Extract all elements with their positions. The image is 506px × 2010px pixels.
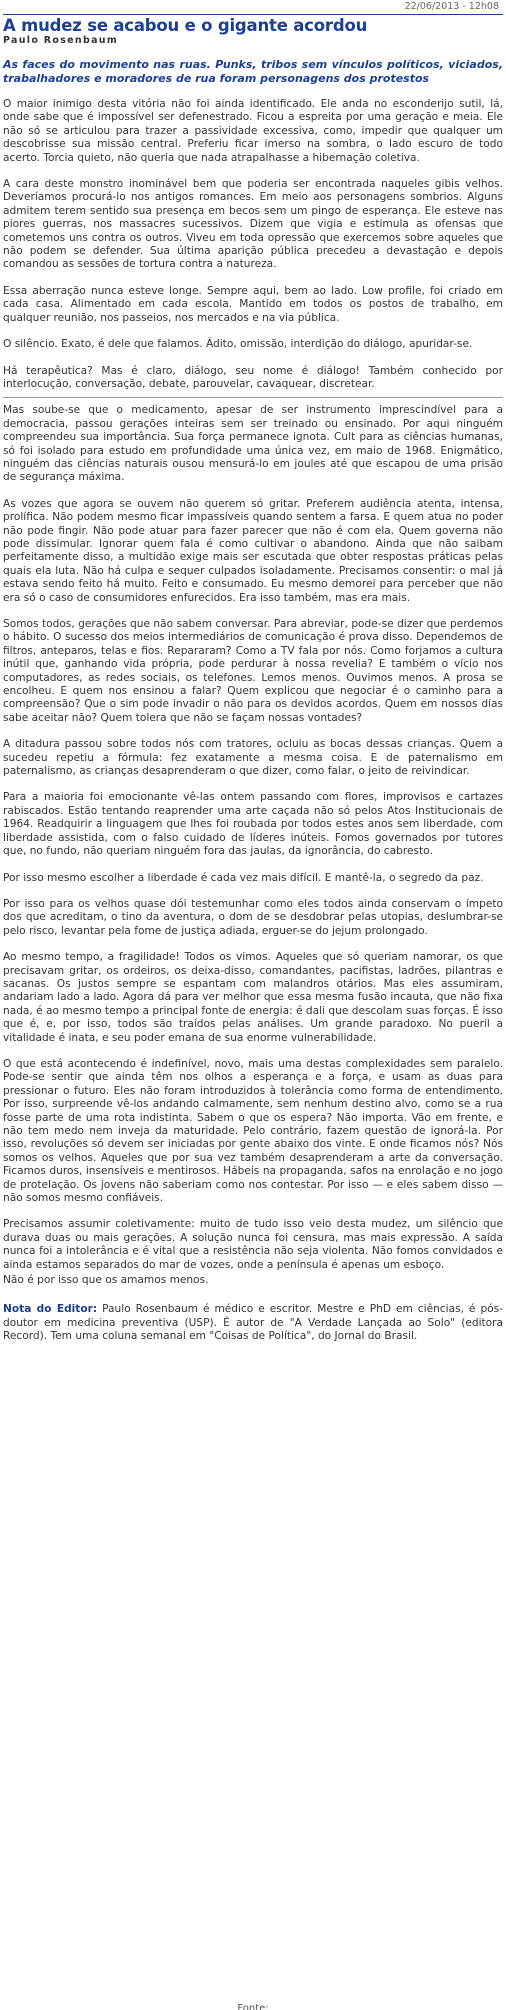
article-paragraph: Há terapêutica? Mas é claro, diálogo, seu nome é diálogo! Também conhecido por interlocução, conversação, debate, parouvelar, cavaquear, discretear. <box>3 364 503 390</box>
editor-note <box>3 1303 503 1343</box>
article-lead: As faces do movimento nas ruas. Punks, tribos sem vínculos políticos, viciados, trabalhadores e moradores de rua foram personagens dos protestos <box>3 58 503 85</box>
article-paragraph: As vozes que agora se ouvem não querem só gritar. Preferem audiência atenta, intensa, prolífica. Não podem mesmo ficar impassíveis quando sentem a farsa. E quem atua no poder não pode fingir. Não pode atuar para fazer parecer que não é com ela. Quem governa não pode dissimular. Ignorar quem fala é como cultivar o abandono. Ainda que não saibam perfeitamente disso, a multidão exige mais ser escutada que obter respostas práticas pelas quais ela luta. Não há culpa e sequer culpados isoladamente. Precisamos consentir: o mal já estava sendo feito há muito. Feito e consumado. Eu mesmo demorei para perceber que não era só o caso de consumidores enfurecidos. Era isso também, mas era mais. <box>3 497 503 604</box>
article-header-bar <box>3 0 503 15</box>
article-paragraph: Mas soube-se que o medicamento, apesar de ser instrumento imprescindível para a democracia, passou gerações inteiras sem ser treinado ou ensinado. Por aqui ninguém compreendeu sua importância. Sua força permanece ignota. Cult para as ciências humanas, só foi isolado para estudo em profundidade uma única vez, em maio de 1968. Enigmático, ninguém das ciências naturais ousou mensurá-lo em joules até que escapou de uma prisão de segurança máxima. <box>3 404 503 484</box>
article-paragraph: Por isso para os velhos quase dói testemunhar como eles todos ainda conservam o ímpeto dos que acreditam, o tino da aventura, o dom de se desdobrar pelas utopias, deslumbrar-se pelo risco, levantar pela fome de justiça adiada, erguer-se do jejum prolongado. <box>3 897 503 937</box>
editor-note-text: Paulo Rosenbaum é médico e escritor. Mestre e PhD em ciências, é pós-doutor em medicina preventiva (USP). É autor de "A Verdade Lançada ao Solo" (editora Record). Tem uma coluna semanal em "Coisas de Política", do Jornal do Brasil. <box>3 1303 503 1343</box>
article-author: Paulo Rosenbaum <box>3 35 119 46</box>
section-divider <box>3 397 503 398</box>
article-paragraph: A ditadura passou sobre todos nós com tratores, ocluiu as bocas dessas crianças. Quem a sucedeu repetiu a fórmula: fez exatamente a mesma coisa. E de paternalismo em paternalismo, as crianças desaprenderam o que dizer, como falar, o jeito de reivindicar. <box>3 738 503 778</box>
article-paragraph: O que está acontecendo é indefinível, novo, mais uma destas complexidades sem paralelo. Pode-se sentir que ainda têm nos olhos a esperança e a força, e usam as duas para pressionar o futuro. Eles não foram introduzidos à tolerância como forma de entendimento. Por isso, surpreende vê-los andando calmamente, sem nenhum destino alvo, como se a rua fosse parte de uma rota indistinta. Sabem o que os espera? Não importa. Vão em frente, e não tem medo nem inveja da maturidade. Pelo contrário, fazem questão de ignorá-la. Por isso, revoluções só devem ser iniciadas por gente abaixo dos vinte. E onde ficamos nós? Nós somos os velhos. Aqueles que por sua vez também desaprenderam a arte da conversação. Ficamos duros, insensíveis e mentirosos. Hábeis na propaganda, safos na enrolação e no jogo de protelação. Os jovens não saberiam como nos contestar. Por isso — e eles sabem disso — não somos mesmo confiáveis. <box>3 1057 503 1205</box>
article-paragraph: O maior inimigo desta vitória não foi ainda identificado. Ele anda no esconderijo sutil, lá, onde sabe que é impossível ser defenestrado. Ficou a espreita por uma geração e meia. Ele não só se articulou para trazer a passividade excessiva, como, impedir que qualquer um descobrisse sua missão central. Preferiu ficar imerso na sombra, o lado escuro de todo acerto. Torcia quieto, não queria que nada atrapalhasse a hibernação coletiva. <box>3 98 503 164</box>
article-paragraph: Ao mesmo tempo, a fragilidade! Todos os vimos. Aqueles que só queriam namorar, os que precisavam gritar, os ordeiros, os deixa-disso, comandantes, pacifistas, ladrões, pilantras e sacanas. Os justos sempre se espantam com malandros otários. Mas eles assumiram, andariam lado a lado. Agora dá para ver melhor que essa mesma fusão incauta, que não fixa nada, é ao mesmo tempo a principal fonte de energia: é dali que descolam suas forças. É isso que é, e, por isso, todos são traídos pelas análises. Um grande paradoxo. No pueril a vitalidade é inata, e seu poder emana de sua enorme vulnerabilidade. <box>3 951 503 1044</box>
article-paragraph: Precisamos assumir coletivamente: muito de tudo isso veio desta mudez, um silêncio que durava duas ou mais gerações. A solução nunca foi censura, mas mais expressão. A saída nunca foi a intolerância e é vital que a resistência não seja violenta. Não fomos convidados e ainda estamos separados do mar de vozes, onde a península é apenas um esboço. <box>3 1218 503 1271</box>
article-paragraph: Para a maioria foi emocionante vê-las ontem passando com flores, improvisos e cartazes rabiscados. Estão tentando reaprender uma arte caçada não só pelos Atos Institucionais de 1964. Readquirir a linguagem que lhes foi roubada por todos estes anos sem liberdade, com liberdade assistida, com o falso cuidado de líderes inúteis. Fomos governados por tutores que, no fundo, não queriam ninguém fora das jaulas, da ignorância, do cabresto. <box>3 791 503 858</box>
source-line-cut: Fonte: <box>237 2004 269 2010</box>
article-title: A mudez se acabou e o gigante acordou <box>3 16 368 35</box>
article-paragraph: Essa aberração nunca esteve longe. Sempre aqui, bem ao lado. Low profile, foi criado em cada casa. Alimentado em cada escola. Mantido em todos os postos de trabalho, em qualquer reunião, nos passeios, nos mercados e na via pública. <box>3 284 503 324</box>
publish-date: 22/06/2013 - 12h08 <box>404 1 499 12</box>
article-paragraph: Por isso mesmo escolher a liberdade é cada vez mais difícil. E mantê-la, o segredo da paz. <box>3 871 484 884</box>
article-paragraph: Somos todos, gerações que não sabem conversar. Para abreviar, pode-se dizer que perdemos o hábito. O sucesso dos meios intermediários de comunicação é prova disso. Dependemos de filtros, anteparos, telas e fios. Repararam? Como a TV fala por nós. Como forjamos a cultura inútil que, ganhando vida própria, pode perdurar à nossa revelia? E também o vício nos computadores, as redes sociais, os telefones. Lemos menos. Ouvimos menos. A prosa se encolheu. E quem nos ensinou a falar? Quem explicou que negociar é o caminho para a compreensão? Que o sim pode invadir o não para os devidos acordos. Quem em nossos dias sabe aceitar não? Quem tolera que não se façam nossas vontades? <box>3 618 503 724</box>
editor-note-label: Nota do Editor: <box>3 1303 98 1316</box>
article-paragraph: O silêncio. Exato, é dele que falamos. Ádito, omissão, interdição do diálogo, apuridar-se. <box>3 338 473 351</box>
article-paragraph: A cara deste monstro inominável bem que poderia ser encontrada naqueles gibis velhos. Deveríamos procurá-lo nos antigos romances. Em meio aos personagens sombrios. Alguns admitem terem sentido sua presença em becos sem um pingo de esperança. Ele esteve nas piores guerras, nos massacres sucessivos. Dizem que vigia e estimula as ofensas que cometemos uns contra os outros. Viveu em toda opressão que exercemos sobre aqueles que não podem se defender. Sua última aparição pública precedeu a devastação e depois comandou as sessões de tortura contra a natureza. <box>3 178 503 271</box>
article-paragraph: Não é por isso que os amamos menos. <box>3 1274 209 1287</box>
article-body <box>3 98 503 1287</box>
